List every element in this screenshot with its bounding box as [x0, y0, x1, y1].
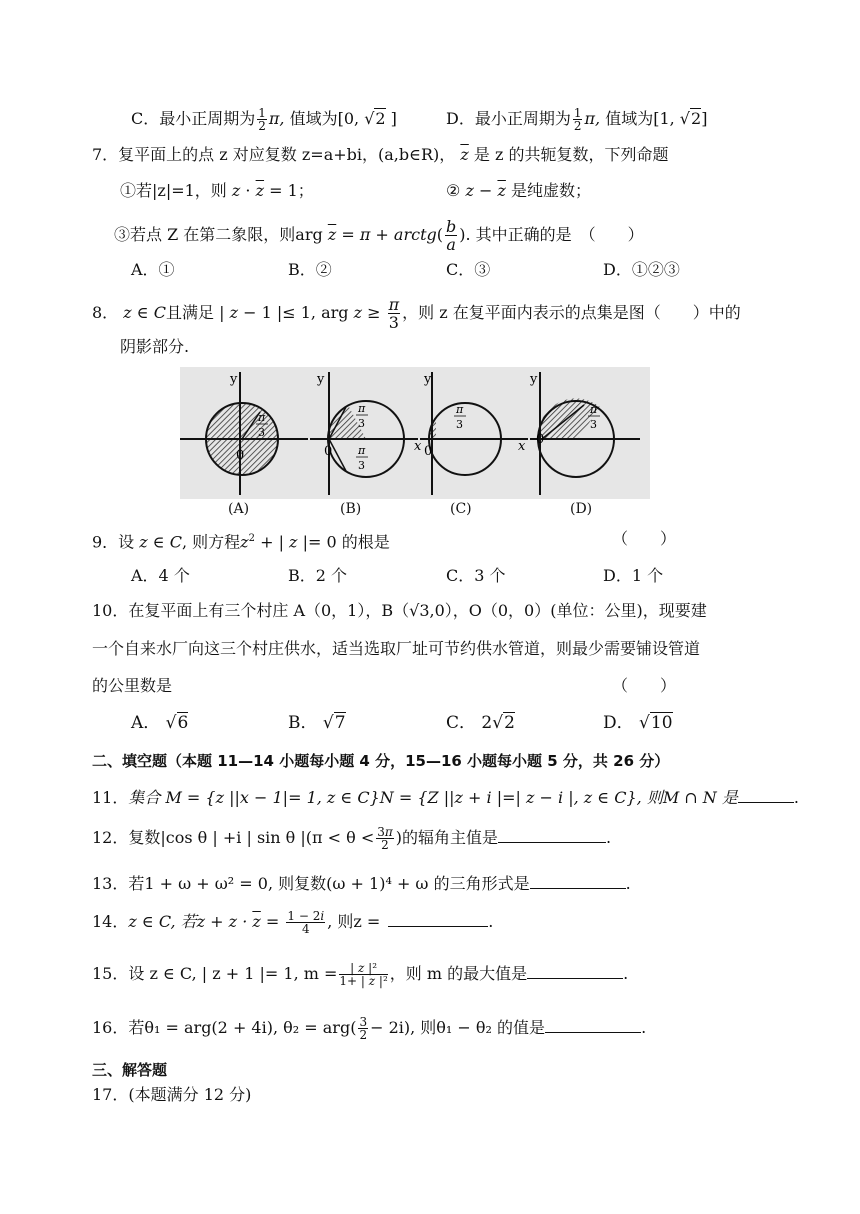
q10-option-a: A． √6	[131, 713, 189, 733]
q10-answer-paren: （ ）	[612, 676, 677, 695]
q14-blank	[388, 912, 488, 927]
svg-text:y: y	[530, 372, 538, 387]
fig-label-a: (A)	[228, 501, 250, 517]
q8-line2: 阴影部分.	[120, 337, 190, 356]
q10-option-d: D． √10	[603, 713, 673, 733]
svg-text:π: π	[590, 403, 598, 416]
svg-text:π: π	[456, 403, 464, 416]
q14: 14．z ∈ C, 若$z + z \cdot \overline{z}$ = $\frac{1 - 2i}{4}$ , 则z = .	[92, 909, 494, 936]
q13-blank	[530, 874, 626, 889]
q8-figure-svg	[180, 367, 650, 499]
q15-blank	[527, 964, 623, 979]
q7-stem: 7．复平面上的点 z 对应复数 z=a+bi，(a,b∈R)， $\overline{z}$ 是 z 的共轭复数，下列命题	[92, 145, 669, 164]
q10-line1: 10．在复平面上有三个村庄 A（0，1），B（√3,0），O（0，0）(单位：公里)，现要建	[92, 601, 707, 620]
q7-proposition-1: ①若|z|=1，则 $z \cdot \overline{z} = 1$；	[120, 181, 314, 200]
q12: 12．复数|cos θ | +i | sin θ |(π < θ < $\frac{3\pi}{2}$ )的辐角主值是 .	[92, 825, 612, 852]
q7-option-c: C．③	[446, 260, 491, 279]
section-2-heading: 二、填空题（本题 11—14 小题每小题 4 分，15—16 小题每小题 5 分，共 26 分）	[92, 752, 670, 770]
svg-text:x: x	[518, 439, 526, 454]
fig-a-y-label: y	[230, 372, 238, 387]
q9-option-c: C．3 个	[446, 566, 506, 585]
q17-heading: 17．(本题满分 12 分)	[92, 1085, 252, 1104]
q10-line2: 一个自来水厂向这三个村庄供水，适当选取厂址可节约供水管道，则最少需要铺设管道	[92, 639, 701, 658]
q7-option-d: D．①②③	[603, 260, 680, 279]
q7-proposition-3: ③若点 Z 在第二象限，则arg $\overline{z} = \pi$ + arctg( $\frac{b}{a}$ ). 其中正确的是 （ ）	[114, 217, 644, 254]
q7-proposition-2: ② $z - \overline{z}$ 是纯虚数；	[446, 181, 591, 200]
q9-option-b: B．2 个	[288, 566, 348, 585]
q16-blank	[545, 1018, 641, 1033]
q11-blank	[738, 788, 794, 803]
svg-text:3: 3	[590, 418, 597, 431]
q7-option-a: A．①	[131, 260, 175, 279]
svg-text:3: 3	[358, 417, 365, 430]
q6-option-c: C．最小正周期为 $\frac{1}{2}$ π, 值域为[0, √2 ]	[131, 106, 397, 133]
svg-text:0: 0	[324, 444, 333, 459]
q10-option-c: C． 2√2	[446, 713, 515, 733]
svg-text:0: 0	[424, 444, 433, 459]
fig-label-c: (C)	[450, 501, 472, 517]
q16: 16．若θ₁ = arg(2 + 4i), θ₂ = arg( $\frac{3}{2}$ − 2i), 则θ₁ − θ₂ 的值是 .	[92, 1015, 647, 1042]
fig-label-b: (B)	[340, 501, 362, 517]
svg-text:π: π	[358, 444, 366, 457]
q6-option-d: D．最小正周期为 $\frac{1}{2}$ π, 值域为[1, √2]	[446, 106, 708, 133]
q9-stem: 9．设 z ∈ C, 则方程$z^2$ + | z |= 0 的根是	[92, 532, 390, 552]
q7-option-b: B．②	[288, 260, 332, 279]
q9-answer-paren: （ ）	[612, 529, 677, 548]
svg-text:π: π	[358, 402, 366, 415]
q10-option-b: B． √7	[288, 713, 346, 733]
q9-option-a: A．4 个	[131, 566, 190, 585]
svg-text:x: x	[414, 439, 422, 454]
q12-blank	[498, 828, 606, 843]
svg-text:π: π	[258, 411, 266, 424]
svg-text:0: 0	[536, 432, 545, 447]
svg-text:3: 3	[258, 426, 265, 439]
fig-label-d: (D)	[570, 501, 593, 517]
q8-figures	[180, 367, 650, 517]
q15: 15．设 z ∈ C, | z + 1 |= 1, m = $\frac{\text{| z |²}}{\text{1+ | z |²}}$ ，则 m 的最大值是 .	[92, 961, 629, 988]
q13: 13．若1 + ω + ω² = 0, 则复数(ω + 1)⁴ + ω 的三角形式是 .	[92, 874, 631, 893]
q11: 11．集合 M = {z ||x − 1|= 1, z ∈ C}N = {Z ||z + i |=| z − i |, z ∈ C}, 则M ∩ N 是 .	[92, 788, 799, 807]
q9-option-d: D．1 个	[603, 566, 664, 585]
section-3-heading: 三、解答题	[92, 1061, 168, 1079]
svg-text:3: 3	[456, 418, 463, 431]
svg-text:y: y	[424, 372, 432, 387]
q8-stem: 8． z ∈ C且满足 | z − 1 |≤ 1, arg z ≥ $\frac{\pi}{3}$ ，则 z 在复平面内表示的点集是图（ ）中的	[92, 295, 741, 332]
fig-a-origin-label: 0	[236, 448, 245, 463]
q10-line3: 的公里数是	[92, 676, 173, 695]
svg-text:3: 3	[358, 459, 365, 472]
svg-text:y: y	[317, 372, 325, 387]
